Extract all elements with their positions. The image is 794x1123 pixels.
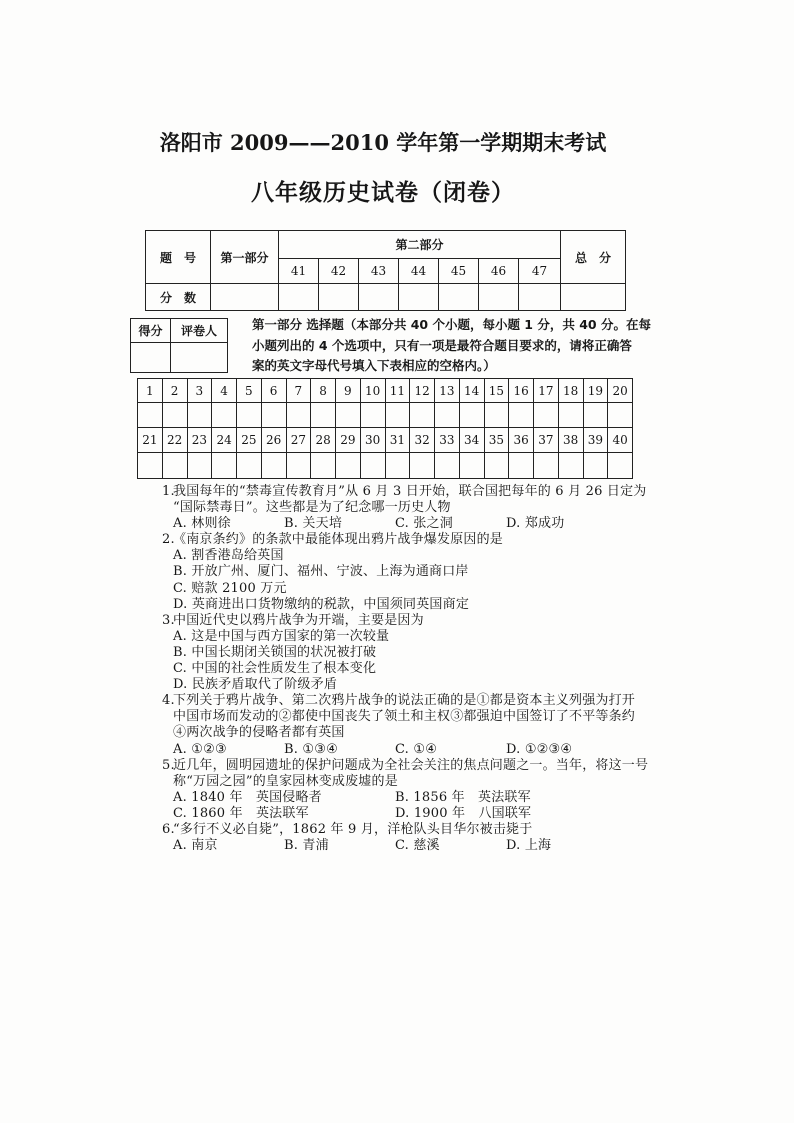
question-stem-text: 中国市场而发动的②都使中国丧失了领土和主权③都强迫中国签订了不平等条约 [173, 709, 636, 725]
part1-instructions [252, 315, 652, 377]
answer-cell [311, 453, 336, 479]
question-number: 2. [162, 532, 175, 548]
answer-cell [435, 403, 460, 428]
answer-cell [261, 403, 286, 428]
question-number: 5. [162, 757, 175, 773]
answer-cell [360, 403, 385, 428]
answer-cell [286, 453, 311, 479]
answer-grid-number: 26 [261, 428, 286, 453]
question-number-header: 题 号 [146, 231, 211, 284]
option-b: B. 青浦 [284, 838, 329, 854]
answer-grid-number: 23 [187, 428, 212, 453]
answer-grid-number: 29 [336, 428, 361, 453]
answer-cell [187, 453, 212, 479]
answer-grid-number: 35 [484, 428, 509, 453]
option-d: D. 英商进出口货物缴纳的税款，中国须同英国商定 [173, 596, 470, 612]
question-1-stem-line [162, 484, 662, 500]
answer-cell [212, 403, 237, 428]
answer-cell [138, 403, 163, 428]
grader-score-cell [131, 343, 171, 373]
part2-question-number: 43 [359, 259, 399, 284]
answer-grid-number: 38 [558, 428, 583, 453]
answer-grid-number: 7 [286, 379, 311, 403]
answer-grid-number: 4 [212, 379, 237, 403]
option-d: D. 1900 年 八国联军 [395, 805, 532, 821]
answer-grid-number: 24 [212, 428, 237, 453]
grader-box [130, 318, 228, 373]
question-4-stem-line [162, 693, 662, 709]
answer-grid-number: 36 [509, 428, 534, 453]
answer-cell [212, 453, 237, 479]
answer-cell [509, 453, 534, 479]
answer-cell [558, 403, 583, 428]
score-cell [439, 284, 479, 311]
answer-grid-number: 15 [484, 379, 509, 403]
option-b: B. 开放广州、厦门、福州、宁波、上海为通商口岸 [173, 564, 469, 580]
question-1-options [162, 516, 662, 532]
part1-header: 第一部分 [211, 231, 279, 284]
answer-cell [484, 403, 509, 428]
question-number: 1. [162, 484, 175, 499]
answer-cell [435, 453, 460, 479]
option-d: D. ①②③④ [506, 741, 573, 757]
question-6-options [162, 838, 662, 854]
question-5-stem-line [162, 774, 662, 790]
question-stem-text: ④两次战争的侵略者都有英国 [173, 725, 345, 741]
answer-grid-number: 8 [311, 379, 336, 403]
question-3-stem-line [162, 613, 662, 629]
question-1-stem-line [162, 500, 662, 516]
question-stem-text: “多行不义必自毙”，1862 年 9 月，洋枪队头目华尔被击毙于 [173, 821, 533, 837]
question-list [162, 484, 662, 854]
question-stem-text: 中国近代史以鸦片战争为开端，主要是因为 [173, 612, 424, 628]
answer-cell [385, 453, 410, 479]
option-c: C. 中国的社会性质发生了根本变化 [173, 661, 377, 677]
answer-grid-number: 33 [435, 428, 460, 453]
answer-cell [237, 453, 262, 479]
question-stem-text: 《南京条约》的条款中最能体现出鸦片战争爆发原因的是 [173, 532, 504, 548]
answer-grid-number: 9 [336, 379, 361, 403]
question-number: 4. [162, 693, 175, 709]
question-2-stem-line [162, 532, 662, 548]
answer-grid-number: 16 [509, 379, 534, 403]
option-d: D. 民族矛盾取代了阶级矛盾 [173, 677, 338, 693]
answer-cell [509, 403, 534, 428]
answer-cell [459, 453, 484, 479]
question-5-options [162, 806, 662, 822]
answer-cell [534, 403, 559, 428]
answer-grid-number: 25 [237, 428, 262, 453]
answer-cell [336, 453, 361, 479]
question-stem-text: 我国每年的“禁毒宣传教育月”从 6 月 3 日开始，联合国把每年的 6 月 26 日定为 [173, 484, 647, 499]
answer-grid-number: 2 [162, 379, 187, 403]
option-a: A. 林则徐 [173, 516, 231, 532]
answer-grid-number: 37 [534, 428, 559, 453]
answer-cell [261, 453, 286, 479]
answer-grid-number: 34 [459, 428, 484, 453]
instruction-line: 第一部分 选择题（本部分共 40 个小题，每小题 1 分，共 40 分。在每 [252, 317, 651, 332]
option-d: D. 郑成功 [506, 516, 565, 532]
question-stem-text: 下列关于鸦片战争、第二次鸦片战争的说法正确的是①都是资本主义列强为打开 [173, 693, 636, 709]
instruction-line: 案的英文字母代号填入下表相应的空格内。） [252, 358, 496, 373]
question-stem-text: 称“万园之园”的皇家园林变成废墟的是 [173, 773, 398, 789]
answer-cell [608, 453, 633, 479]
answer-cell [583, 453, 608, 479]
grader-name-cell [171, 343, 228, 373]
question-4-options [162, 742, 662, 758]
option-b: B. 中国长期闭关锁国的状况被打破 [173, 644, 377, 660]
answer-cell [484, 453, 509, 479]
question-stem-text: “国际禁毒日”。这些都是为了纪念哪一历史人物 [173, 500, 451, 516]
option-b: B. ①③④ [284, 741, 338, 757]
grader-score-label: 得分 [131, 319, 171, 343]
answer-grid-number: 20 [608, 379, 633, 403]
option-a: A. 南京 [173, 838, 218, 854]
answer-grid-number: 18 [558, 379, 583, 403]
score-cell [211, 284, 279, 311]
answer-cell [138, 453, 163, 479]
option-c: C. 赔款 2100 万元 [173, 580, 287, 596]
option-a: A. 1840 年 英国侵略者 [173, 789, 322, 805]
answer-cell [311, 403, 336, 428]
score-cell [279, 284, 319, 311]
total-header: 总 分 [561, 231, 626, 284]
answer-cell [162, 403, 187, 428]
answer-grid-number: 40 [608, 428, 633, 453]
answer-grid-number: 21 [138, 428, 163, 453]
answer-cell [162, 453, 187, 479]
option-c: C. 张之洞 [395, 516, 453, 532]
answer-cell [410, 453, 435, 479]
grader-name-label: 评卷人 [171, 319, 228, 343]
answer-grid-number: 31 [385, 428, 410, 453]
answer-grid-number: 14 [459, 379, 484, 403]
question-stem-text: 近几年，圆明园遗址的保护问题成为全社会关注的焦点问题之一。当年，将这一号 [173, 757, 649, 773]
exam-title: 洛阳市 2009——2010 学年第一学期期末考试 [159, 130, 607, 155]
score-cell [561, 284, 626, 311]
question-5-stem-line [162, 758, 662, 774]
answer-grid-number: 30 [360, 428, 385, 453]
answer-cell [459, 403, 484, 428]
option-c: C. 慈溪 [395, 838, 440, 854]
option-a: A. 割香港岛给英国 [173, 548, 284, 564]
score-cell [399, 284, 439, 311]
exam-subtitle: 八年级历史试卷（闭卷） [251, 180, 515, 206]
score-cell [359, 284, 399, 311]
answer-cell [385, 403, 410, 428]
answer-grid-number: 10 [360, 379, 385, 403]
answer-grid-number: 3 [187, 379, 212, 403]
question-number: 3. [162, 612, 175, 628]
answer-grid-number: 13 [435, 379, 460, 403]
part2-question-number: 45 [439, 259, 479, 284]
answer-cell [286, 403, 311, 428]
answer-cell [410, 403, 435, 428]
question-number: 6. [162, 821, 175, 837]
answer-grid-number: 27 [286, 428, 311, 453]
option-c: C. 1860 年 英法联军 [173, 805, 309, 821]
answer-grid-number: 32 [410, 428, 435, 453]
answer-grid-number: 12 [410, 379, 435, 403]
question-4-stem-line [162, 709, 662, 725]
answer-grid-number: 19 [583, 379, 608, 403]
answer-cell [336, 403, 361, 428]
answer-cell [187, 403, 212, 428]
score-cell [479, 284, 519, 311]
answer-grid [137, 378, 633, 479]
part2-question-number: 46 [479, 259, 519, 284]
answer-cell [360, 453, 385, 479]
score-cell [519, 284, 561, 311]
option-c: C. ①④ [395, 741, 438, 757]
option-b: B. 关天培 [284, 516, 343, 532]
score-cell [319, 284, 359, 311]
question-6-stem-line [162, 822, 662, 838]
option-a: A. ①②③ [173, 741, 227, 757]
answer-cell [558, 453, 583, 479]
part2-question-number: 41 [279, 259, 319, 284]
part2-question-number: 47 [519, 259, 561, 284]
answer-cell [583, 403, 608, 428]
answer-grid-number: 22 [162, 428, 187, 453]
answer-grid-number: 17 [534, 379, 559, 403]
answer-grid-number: 6 [261, 379, 286, 403]
part2-question-number: 42 [319, 259, 359, 284]
answer-grid-number: 39 [583, 428, 608, 453]
score-row-label: 分 数 [146, 284, 211, 311]
answer-cell [534, 453, 559, 479]
answer-cell [608, 403, 633, 428]
question-4-stem-line [162, 725, 662, 741]
answer-cell [237, 403, 262, 428]
answer-grid-number: 11 [385, 379, 410, 403]
answer-grid-number: 28 [311, 428, 336, 453]
score-table [145, 230, 626, 311]
part2-header: 第二部分 [279, 231, 561, 259]
answer-grid-number: 1 [138, 379, 163, 403]
instruction-line: 小题列出的 4 个选项中，只有一项是最符合题目要求的，请将正确答 [252, 337, 632, 353]
question-5-options [162, 790, 662, 806]
part2-question-number: 44 [399, 259, 439, 284]
option-a: A. 这是中国与西方国家的第一次较量 [173, 628, 390, 644]
answer-grid-number: 5 [237, 379, 262, 403]
option-b: B. 1856 年 英法联军 [395, 789, 531, 805]
option-d: D. 上海 [506, 838, 552, 854]
